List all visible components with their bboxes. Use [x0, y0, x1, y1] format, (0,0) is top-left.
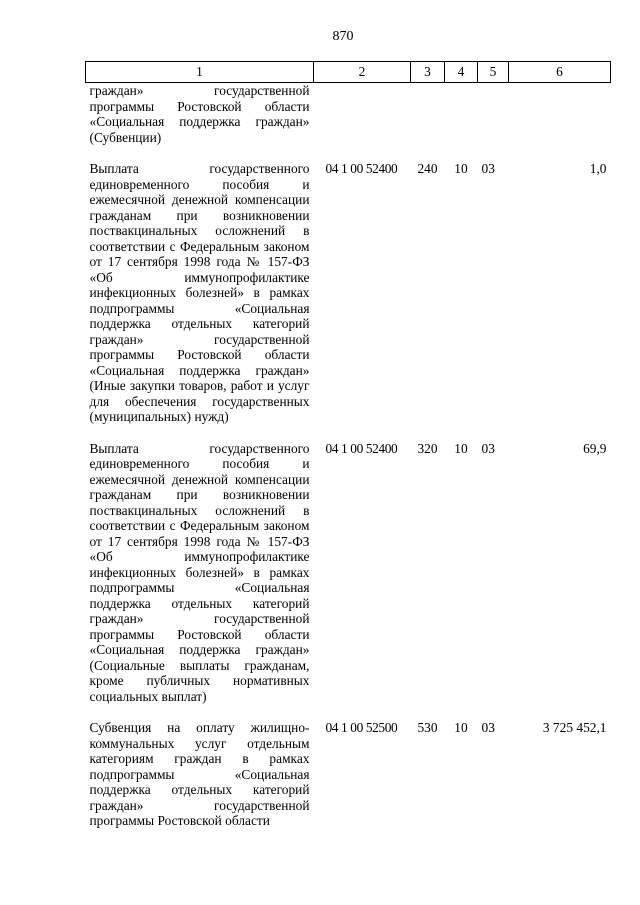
row-description: Выплата государственного единовременного пособия и ежемесячной денежной компенсации гражданам при возникновении поствакцинальных осложнений в соответствии с Федеральным законом от 17 сентября 1998 года № 157-ФЗ «Об иммунопрофилактике инфекционных болезней» в рамках подпрограммы «Социальная поддержка отдельных категорий граждан» государственной программы Ростовской области «Социальная поддержка граждан» (Иные закупки товаров, работ и услуг для обеспечения государственных (муниципальных) нужд)	[89, 161, 310, 424]
row-amount: 1,0	[589, 161, 607, 176]
page-number: 870	[332, 29, 354, 44]
row-subsection: 03	[481, 440, 495, 456]
row-description: Субвенция на оплату жилищно-коммунальных услуг отдельным категориям граждан в рамках подпрограммы «Социальная поддержка отдельных категорий граждан» государственной программы Ростовской области	[89, 720, 310, 828]
header-row	[86, 62, 611, 83]
row-section: 10	[454, 440, 468, 456]
row-amount	[509, 83, 611, 146]
table-row	[86, 161, 611, 425]
row-subsection	[478, 83, 509, 146]
column-header-4: 4	[445, 62, 478, 83]
table-row	[86, 441, 611, 705]
row-target-code: 04 1 00 52500	[325, 720, 398, 735]
row-subsection: 03	[481, 720, 495, 735]
row-spacer	[86, 704, 611, 720]
budget-table	[85, 61, 611, 829]
row-target-code: 04 1 00 52400	[325, 440, 398, 456]
row-section	[445, 83, 478, 146]
table-header	[86, 62, 611, 83]
row-description: Выплата государственного единовременного пособия и ежемесячной денежной компенсации гражданам при возникновении поствакцинальных осложнений в соответствии с Федеральным законом от 17 сентября 1998 года № 157-ФЗ «Об иммунопрофилактике инфекционных болезней» в рамках подпрограммы «Социальная поддержка отдельных категорий граждан» государственной программы Ростовской области «Социальная поддержка граждан» (Социальные выплаты гражданам, кроме публичных нормативных социальных выплат)	[89, 440, 310, 704]
row-expense-type	[411, 83, 445, 146]
row-spacer	[86, 145, 611, 161]
column-header-1: 1	[86, 62, 314, 83]
row-expense-type: 320	[417, 440, 438, 456]
row-target-code: 04 1 00 52400	[325, 161, 398, 176]
row-expense-type: 530	[417, 720, 438, 735]
row-section: 10	[454, 161, 468, 176]
row-description: граждан» государственной программы Ростовской области «Социальная поддержка граждан» (Субвенции)	[89, 83, 310, 145]
row-spacer	[86, 425, 611, 441]
table-body	[86, 83, 611, 829]
row-subsection: 03	[481, 161, 495, 176]
row-amount: 3 725 452,1	[542, 720, 607, 735]
column-header-5: 5	[478, 62, 509, 83]
row-expense-type: 240	[417, 161, 438, 176]
row-target-code	[314, 83, 411, 146]
table-row	[86, 83, 611, 146]
column-header-2: 2	[314, 62, 411, 83]
row-section: 10	[454, 720, 468, 735]
column-header-6: 6	[509, 62, 611, 83]
column-header-3: 3	[411, 62, 445, 83]
table-row	[86, 720, 611, 829]
row-amount: 69,9	[583, 440, 607, 456]
